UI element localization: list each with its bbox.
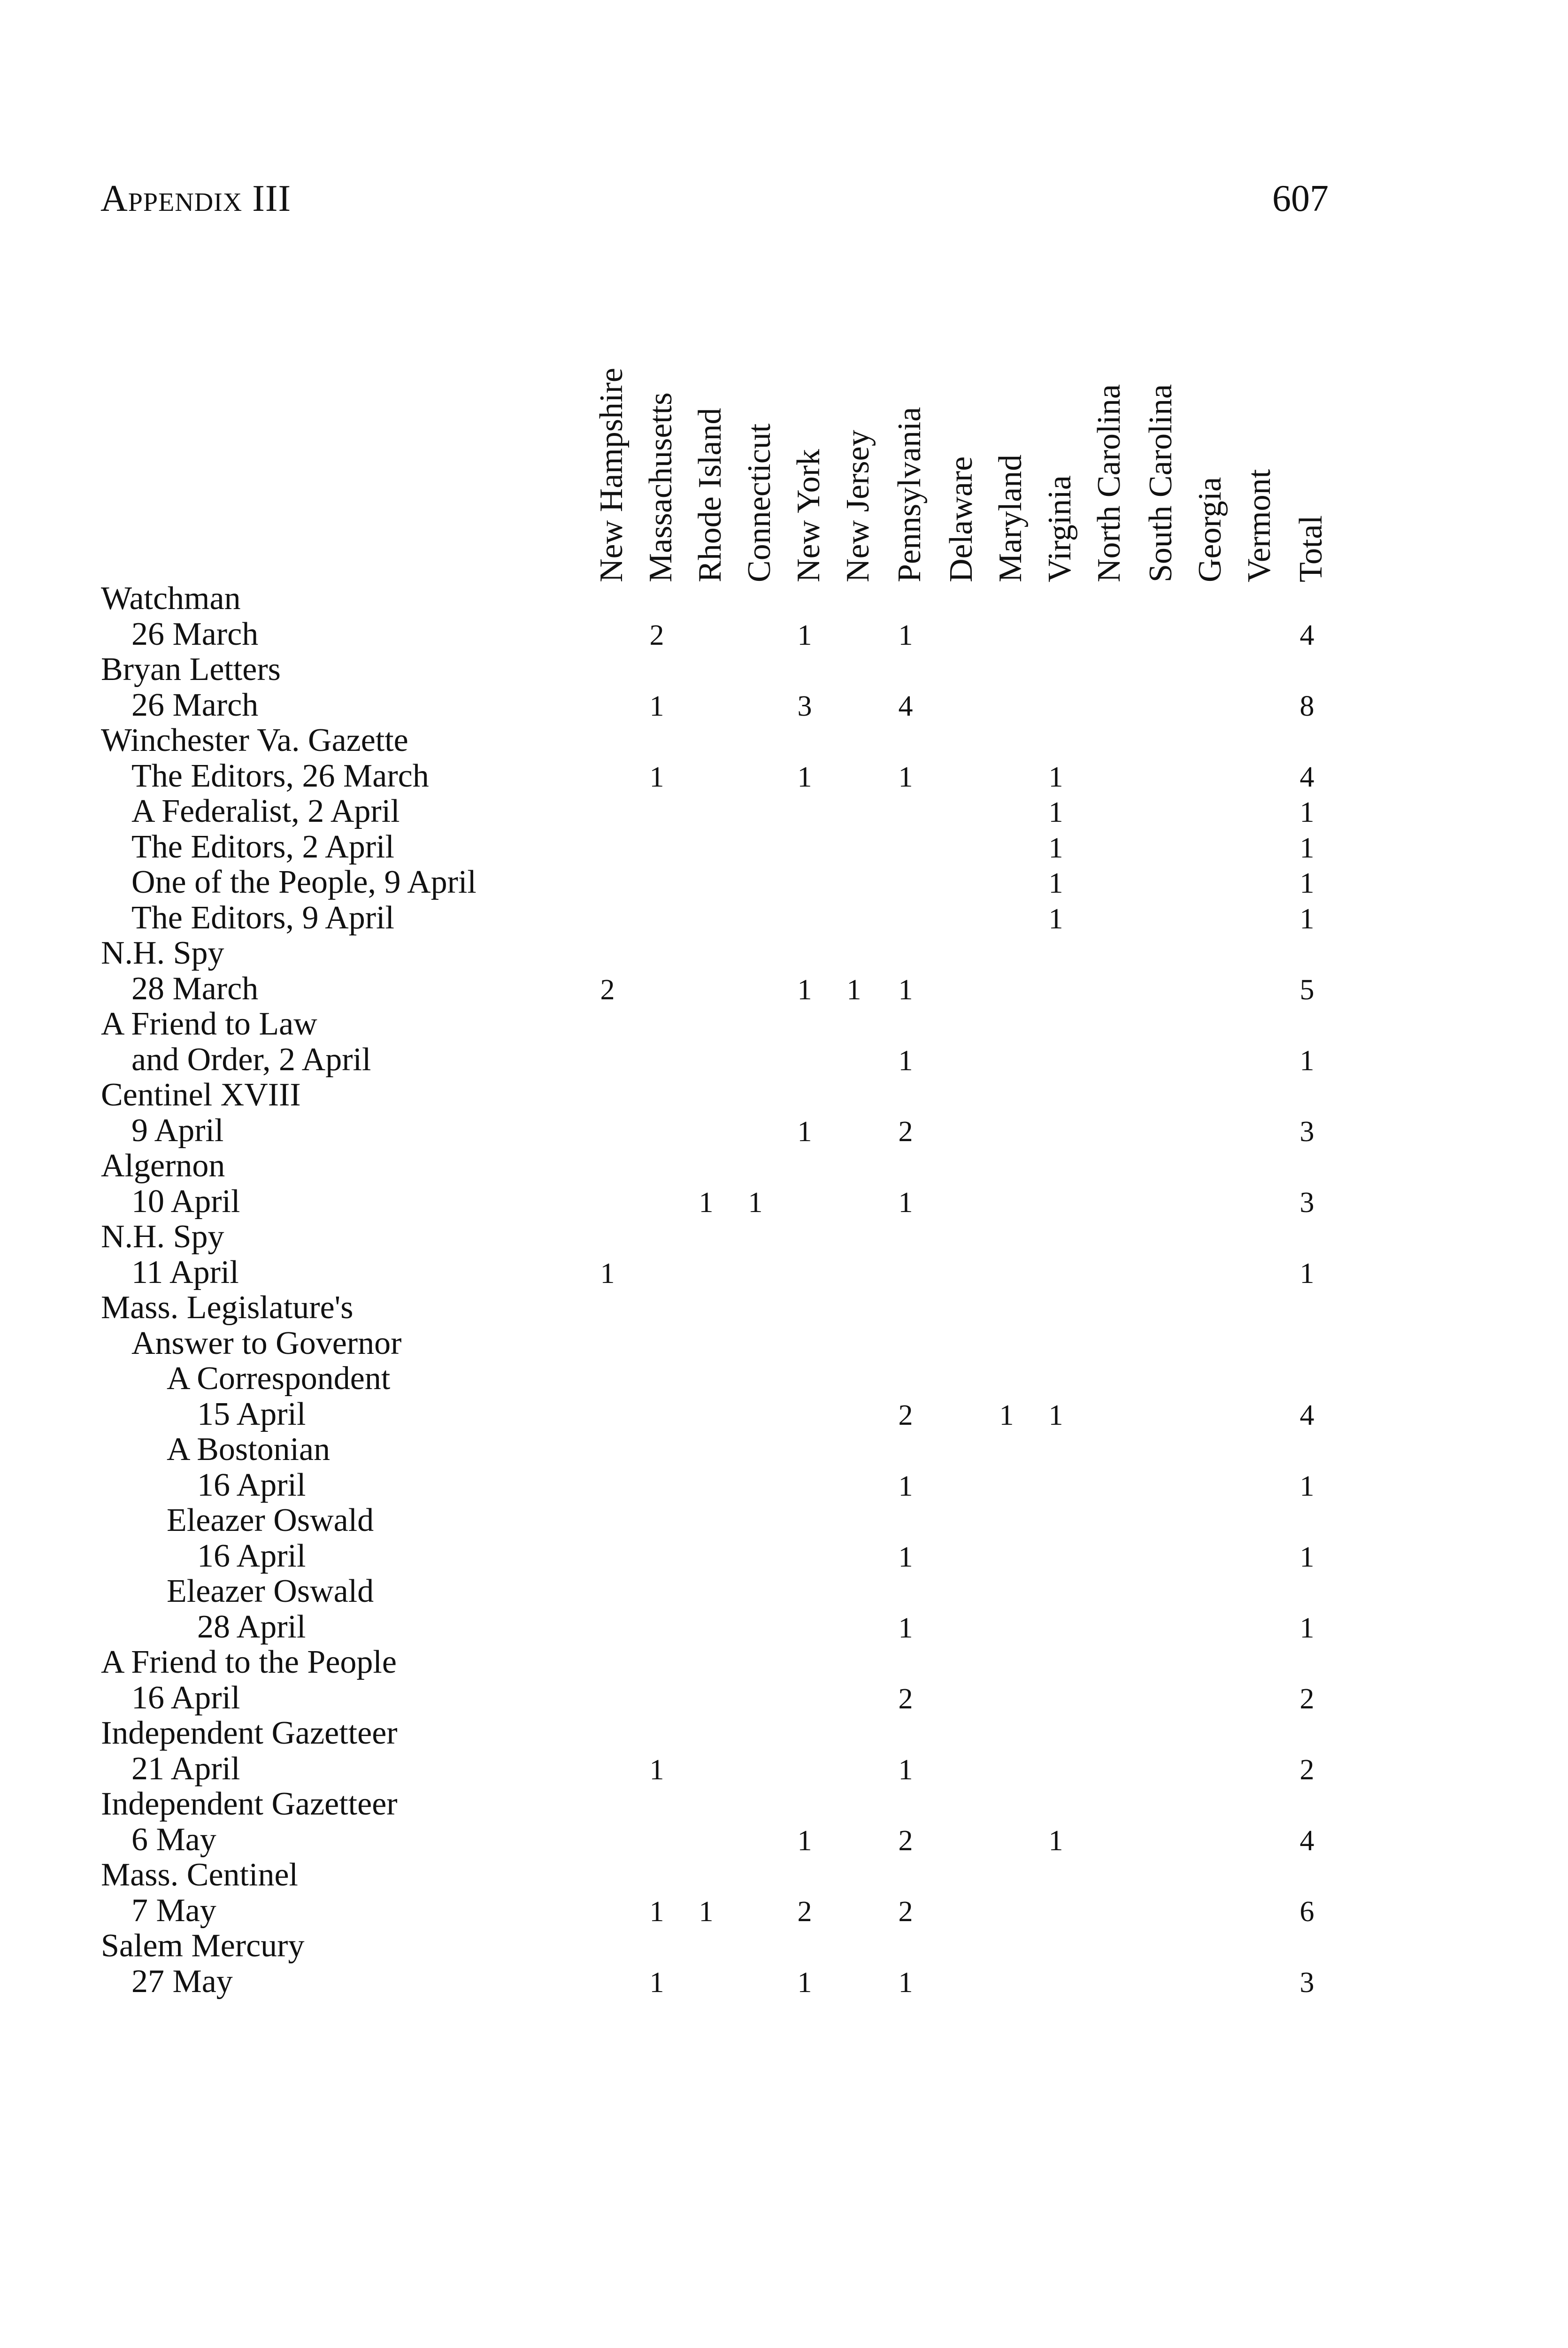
row-label: 21 April <box>131 1750 240 1787</box>
column-header: Vermont <box>1241 469 1277 582</box>
count-cell: 1 <box>846 973 861 1006</box>
row-label: 15 April <box>197 1396 306 1432</box>
count-cell: 1 <box>797 1115 812 1148</box>
count-cell: 1 <box>1048 761 1063 793</box>
count-cell: 6 <box>1299 1895 1314 1928</box>
count-cell: 1 <box>898 761 913 793</box>
count-cell: 2 <box>898 1824 913 1857</box>
count-cell: 1 <box>898 1753 913 1786</box>
column-header: Georgia <box>1192 477 1228 582</box>
count-cell: 2 <box>898 1683 913 1715</box>
count-cell: 4 <box>898 690 913 722</box>
column-header: South Carolina <box>1143 384 1179 582</box>
column-header: Pennsylvania <box>892 407 928 582</box>
count-cell: 8 <box>1299 690 1314 722</box>
count-cell: 2 <box>1299 1753 1314 1786</box>
column-header: New York <box>791 449 827 582</box>
row-label: Mass. Centinel <box>101 1857 298 1893</box>
count-cell: 1 <box>898 1186 913 1219</box>
row-label: Independent Gazetteer <box>101 1715 398 1751</box>
row-label: Watchman <box>101 580 241 617</box>
row-label: N.H. Spy <box>101 935 224 971</box>
column-header: Virginia <box>1042 475 1078 582</box>
count-cell: 1 <box>748 1186 763 1219</box>
row-label: 27 May <box>131 1963 233 2000</box>
count-cell: 1 <box>898 619 913 651</box>
count-cell: 1 <box>1299 903 1314 935</box>
row-label: Mass. Legislature's <box>101 1290 354 1326</box>
row-label: One of the People, 9 April <box>131 864 477 900</box>
row-label: Eleazer Oswald <box>167 1502 374 1538</box>
count-cell: 1 <box>1299 1612 1314 1644</box>
count-cell: 1 <box>699 1895 714 1928</box>
row-label: 26 March <box>131 616 259 652</box>
row-label: Algernon <box>101 1148 225 1184</box>
column-header: New Jersey <box>840 430 876 582</box>
page-number: 607 <box>1272 178 1329 219</box>
running-head: Appendix III <box>100 178 292 219</box>
count-cell: 1 <box>1299 1257 1314 1290</box>
count-cell: 1 <box>1048 1399 1063 1431</box>
count-cell: 1 <box>1299 867 1314 899</box>
count-cell: 1 <box>1299 1470 1314 1502</box>
row-label: The Editors, 26 March <box>131 757 429 794</box>
row-label: Independent Gazetteer <box>101 1786 398 1822</box>
count-cell: 1 <box>999 1399 1014 1431</box>
count-cell: 1 <box>1299 832 1314 864</box>
count-cell: 2 <box>1299 1683 1314 1715</box>
count-cell: 1 <box>600 1257 615 1290</box>
count-cell: 4 <box>1299 1399 1314 1431</box>
row-label: 10 April <box>131 1183 240 1220</box>
column-header: Total <box>1293 515 1329 582</box>
row-label: N.H. Spy <box>101 1219 224 1255</box>
count-cell: 1 <box>898 973 913 1006</box>
column-header: North Carolina <box>1091 384 1127 582</box>
count-cell: 4 <box>1299 761 1314 793</box>
row-label: 28 April <box>197 1608 306 1645</box>
count-cell: 1 <box>797 1824 812 1857</box>
count-cell: 1 <box>797 973 812 1006</box>
row-label: A Friend to Law <box>101 1006 317 1042</box>
row-label: 9 April <box>131 1112 224 1149</box>
row-label: Winchester Va. Gazette <box>101 722 408 758</box>
column-header: New Hampshire <box>593 368 630 582</box>
count-cell: 2 <box>649 619 664 651</box>
count-cell: 1 <box>898 1541 913 1573</box>
row-label: 6 May <box>131 1821 216 1858</box>
count-cell: 1 <box>1048 903 1063 935</box>
count-cell: 2 <box>898 1399 913 1431</box>
column-header: Delaware <box>943 456 979 582</box>
row-label: 16 April <box>197 1537 306 1574</box>
count-cell: 1 <box>898 1612 913 1644</box>
count-cell: 2 <box>898 1115 913 1148</box>
row-label: Bryan Letters <box>101 651 281 687</box>
row-label: Answer to Governor <box>131 1325 402 1361</box>
count-cell: 1 <box>649 690 664 722</box>
row-label: and Order, 2 April <box>131 1041 371 1078</box>
count-cell: 1 <box>1048 832 1063 864</box>
row-label: A Friend to the People <box>101 1644 397 1680</box>
count-cell: 4 <box>1299 619 1314 651</box>
count-cell: 1 <box>797 619 812 651</box>
count-cell: 2 <box>898 1895 913 1928</box>
count-cell: 1 <box>898 1470 913 1502</box>
column-header: Massachusetts <box>643 392 679 582</box>
row-label: Eleazer Oswald <box>167 1573 374 1609</box>
count-cell: 1 <box>1299 1044 1314 1077</box>
row-label: A Bostonian <box>167 1431 331 1468</box>
row-label: A Federalist, 2 April <box>131 793 400 829</box>
count-cell: 1 <box>1048 867 1063 899</box>
count-cell: 1 <box>649 1895 664 1928</box>
row-label: 26 March <box>131 687 259 723</box>
count-cell: 1 <box>898 1966 913 1999</box>
count-cell: 2 <box>797 1895 812 1928</box>
count-cell: 1 <box>649 1966 664 1999</box>
count-cell: 1 <box>1299 1541 1314 1573</box>
row-label: The Editors, 9 April <box>131 899 394 936</box>
row-label: Centinel XVIII <box>101 1077 301 1113</box>
count-cell: 5 <box>1299 973 1314 1006</box>
count-cell: 1 <box>797 1966 812 1999</box>
row-label: 28 March <box>131 970 259 1007</box>
row-label: The Editors, 2 April <box>131 828 394 865</box>
row-label: 16 April <box>131 1679 240 1716</box>
column-header: Connecticut <box>741 423 777 582</box>
count-cell: 1 <box>649 761 664 793</box>
count-cell: 1 <box>1048 1824 1063 1857</box>
count-cell: 1 <box>1048 796 1063 828</box>
row-label: A Correspondent <box>167 1360 391 1397</box>
count-cell: 3 <box>1299 1186 1314 1219</box>
count-cell: 3 <box>1299 1115 1314 1148</box>
count-cell: 2 <box>600 973 615 1006</box>
row-label: 7 May <box>131 1892 216 1929</box>
column-header: Rhode Island <box>692 408 728 582</box>
column-header: Maryland <box>992 454 1029 582</box>
count-cell: 4 <box>1299 1824 1314 1857</box>
count-cell: 1 <box>898 1044 913 1077</box>
row-label: 11 April <box>131 1254 239 1290</box>
count-cell: 3 <box>1299 1966 1314 1999</box>
row-label: 16 April <box>197 1467 306 1503</box>
count-cell: 1 <box>797 761 812 793</box>
count-cell: 1 <box>699 1186 714 1219</box>
row-label: Salem Mercury <box>101 1928 305 1964</box>
count-cell: 1 <box>1299 796 1314 828</box>
count-cell: 3 <box>797 690 812 722</box>
count-cell: 1 <box>649 1753 664 1786</box>
